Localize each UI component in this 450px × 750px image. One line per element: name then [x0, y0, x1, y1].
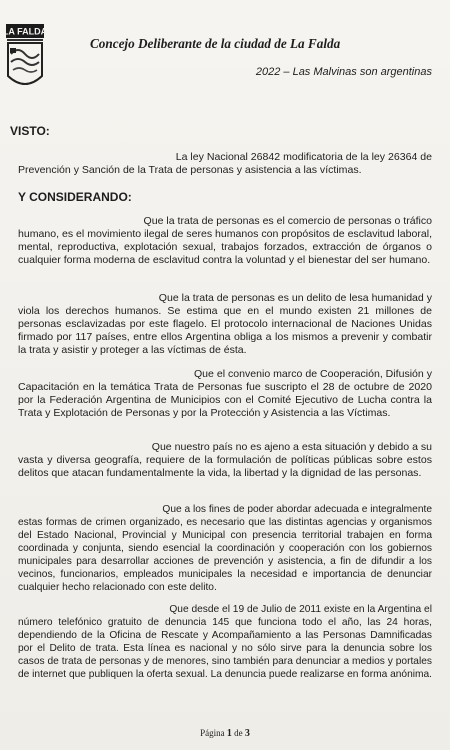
p6-rest: número telefónico gratuito de denuncia 145 que funciona todo el año, las 24 horas, dependiendo de la Oficina de Rescate y Acompañamiento a las Personas Damnificadas por el Delito de trata. Esta línea es nacional y no sólo sirve para la denuncia sobre los casos de trata de personas y de menores, sino también para denunciar a medios y portales de internet que publiquen la oferta sexual. La denuncia puede realizarse en forma anónima. [18, 617, 433, 680]
visto-paragraph [18, 151, 432, 177]
p2-first-line: Que la trata de personas es un delito de lesa humanidad y [158, 292, 432, 304]
year-motto: 2022 – Las Malvinas son argentinas [255, 66, 432, 78]
considerando-paragraph-6 [18, 603, 432, 681]
la-falda-logo [2, 24, 48, 102]
logo-wordmark: LA FALDA [2, 26, 48, 37]
p4-first-line: Que nuestro país no es ajeno a esta situación y debido a su [151, 441, 432, 453]
p1-rest: humano, es el movimiento ilegal de seres humanos con propósitos de esclavitud laboral, mental, reproductiva, explotación sexual, trabajos forzados, extracción de órganos o cualquier forma moderna de esclavitud contra la voluntad y el bienestar del ser humano. [18, 228, 432, 266]
page-number: 1 [226, 728, 232, 739]
visto-heading: VISTO: [10, 124, 50, 138]
p2-rest: viola los derechos humanos. Se estima que en el mundo existen 21 millones de personas esclavizadas por este flagelo. El protocolo internacional de Naciones Unidas firmado por 117 países, entre ellos Argentina obliga a los mismos a prevenir y combatir la trata y asistir y proteger a las víctimas de ésta. [18, 305, 432, 356]
p5-first-line: Que a los fines de poder abordar adecuada e integralmente [162, 504, 432, 515]
p1-first-line: Que la trata de personas es el comercio de personas o tráfico [143, 215, 432, 227]
p6-first-line: Que desde el 19 de Julio de 2011 existe en la Argentina el [169, 604, 432, 615]
p5-rest: estas formas de crimen organizado, es necesario que las distintas agencias y organismos del Estado Nacional, Provincial y Municipal con presencia territorial trabajen en forma coordinada y conjunta, siendo esencial la coordinación y cooperación con los gobiernos municipales para desarrollar acciones de prevención y asistencia, a fin de difundir a los vecinos, funcionarios, empleados municipales la necesidad e importancia de denunciar cualquier hecho relacionado con este delito. [18, 517, 432, 593]
considerando-paragraph-1 [18, 215, 432, 267]
considerando-heading: Y CONSIDERANDO: [18, 190, 132, 204]
visto-rest: Prevención y Sanción de la Trata de personas y asistencia a las víctimas. [18, 164, 362, 176]
page-footer [0, 728, 450, 739]
council-name: Concejo Deliberante de la ciudad de La Falda [90, 36, 341, 51]
considerando-paragraph-3 [18, 368, 432, 420]
page-label: Página [200, 728, 225, 738]
visto-first-line: La ley Nacional 26842 modificatoria de la ley 26364 de [175, 151, 432, 163]
p3-first-line: Que el convenio marco de Cooperación, Difusión y [193, 368, 432, 380]
p4-rest: vasta y diversa geografía, requiere de la formulación de políticas públicas sobre estos delitos que atacan fundamentalmente la vida, la libertad y la dignidad de las personas. [18, 454, 432, 479]
considerando-paragraph-2 [18, 292, 432, 357]
p3-rest: Capacitación en la temática Trata de Personas fue suscripto el 28 de octubre de 2020 por la Federación Argentina de Municipios con el Comité Ejecutivo de Lucha contra la Trata y Explotación de Personas y por la Protección y Asistencia a las Víctimas. [18, 381, 432, 419]
total-pages: 3 [244, 728, 250, 739]
considerando-paragraph-4 [18, 441, 432, 480]
considerando-paragraph-5 [18, 503, 432, 594]
of-label: de [234, 728, 243, 738]
